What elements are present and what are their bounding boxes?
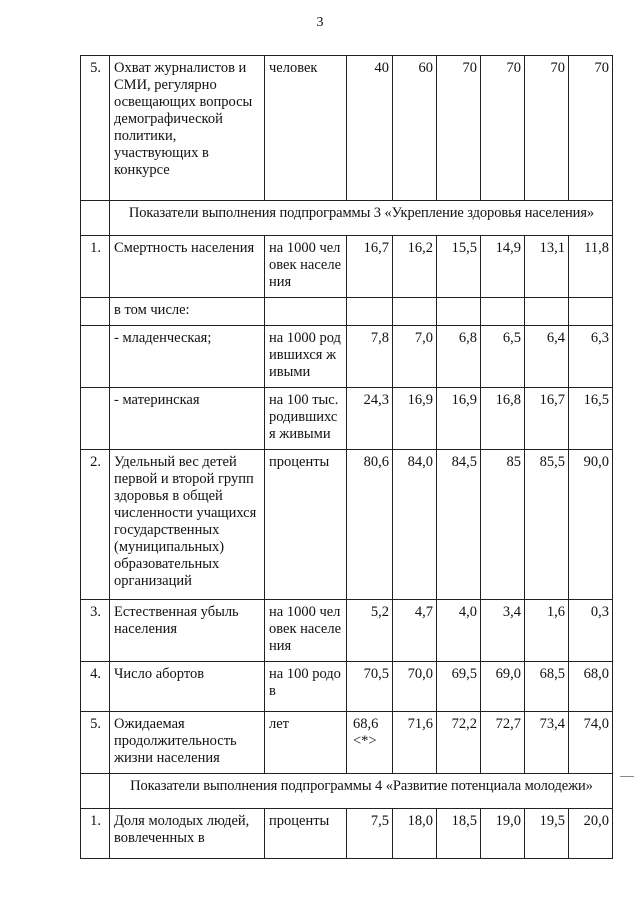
indicator-value: 70,0 bbox=[393, 662, 437, 712]
table-row bbox=[81, 600, 613, 662]
indicator-value: 24,3 bbox=[347, 388, 393, 450]
section-title: Показатели выполнения подпрограммы 4 «Развитие потенциала молодежи» bbox=[110, 774, 613, 809]
indicator-value: 70 bbox=[437, 56, 481, 201]
indicator-value: 11,8 bbox=[569, 236, 613, 298]
indicator-value: 20,0 bbox=[569, 809, 613, 859]
row-number: 1. bbox=[81, 236, 110, 298]
indicator-value: 16,5 bbox=[569, 388, 613, 450]
indicator-value: 70,5 bbox=[347, 662, 393, 712]
indicator-value: 72,2 bbox=[437, 712, 481, 774]
indicator-value: 69,5 bbox=[437, 662, 481, 712]
indicator-value: 74,0 bbox=[569, 712, 613, 774]
indicator-value: 16,7 bbox=[347, 236, 393, 298]
indicator-name: Ожидаемая продолжительность жизни населения bbox=[110, 712, 265, 774]
indicator-value: 1,6 bbox=[525, 600, 569, 662]
indicator-value: 68,0 bbox=[569, 662, 613, 712]
table-row bbox=[81, 236, 613, 298]
indicator-unit: на 100 тыс. родившихся живыми bbox=[265, 388, 347, 450]
indicator-value: 3,4 bbox=[481, 600, 525, 662]
indicator-name: Число абортов bbox=[110, 662, 265, 712]
indicator-value bbox=[347, 298, 393, 326]
indicator-value: 68,6 <*> bbox=[347, 712, 393, 774]
indicator-value: 15,5 bbox=[437, 236, 481, 298]
row-number: 4. bbox=[81, 662, 110, 712]
indicator-value: 16,2 bbox=[393, 236, 437, 298]
table-row bbox=[81, 326, 613, 388]
indicator-value: 68,5 bbox=[525, 662, 569, 712]
row-number: 5. bbox=[81, 712, 110, 774]
indicators-table bbox=[80, 55, 613, 859]
indicators-table-body bbox=[81, 56, 613, 859]
indicator-value: 19,0 bbox=[481, 809, 525, 859]
indicator-name: Естественная убыль населения bbox=[110, 600, 265, 662]
indicator-name: - младенческая; bbox=[110, 326, 265, 388]
indicator-unit: человек bbox=[265, 56, 347, 201]
indicator-name: в том числе: bbox=[110, 298, 265, 326]
indicator-value: 6,8 bbox=[437, 326, 481, 388]
indicator-value: 16,7 bbox=[525, 388, 569, 450]
indicator-value: 16,9 bbox=[437, 388, 481, 450]
table-row bbox=[81, 56, 613, 201]
indicator-value: 84,5 bbox=[437, 450, 481, 600]
indicator-name: Смертность населения bbox=[110, 236, 265, 298]
indicator-value: 85 bbox=[481, 450, 525, 600]
indicator-value: 40 bbox=[347, 56, 393, 201]
table-row bbox=[81, 662, 613, 712]
row-number: 1. bbox=[81, 809, 110, 859]
section-row-num-cell bbox=[81, 201, 110, 236]
indicator-value: 13,1 bbox=[525, 236, 569, 298]
table-row bbox=[81, 388, 613, 450]
indicator-value: 7,5 bbox=[347, 809, 393, 859]
indicator-unit bbox=[265, 298, 347, 326]
indicator-value: 60 bbox=[393, 56, 437, 201]
indicator-name: Доля молодых людей, вовлеченных в bbox=[110, 809, 265, 859]
indicator-value: 4,7 bbox=[393, 600, 437, 662]
row-number bbox=[81, 298, 110, 326]
indicator-value: 85,5 bbox=[525, 450, 569, 600]
indicator-unit: на 1000 родившихся живыми bbox=[265, 326, 347, 388]
indicator-value bbox=[437, 298, 481, 326]
table-row bbox=[81, 450, 613, 600]
indicator-unit: проценты bbox=[265, 450, 347, 600]
indicator-value: 4,0 bbox=[437, 600, 481, 662]
indicator-value: 70 bbox=[525, 56, 569, 201]
row-number bbox=[81, 388, 110, 450]
indicator-unit: лет bbox=[265, 712, 347, 774]
indicator-value: 18,0 bbox=[393, 809, 437, 859]
indicator-value bbox=[569, 298, 613, 326]
indicator-value: 18,5 bbox=[437, 809, 481, 859]
indicator-value: 0,3 bbox=[569, 600, 613, 662]
indicator-value: 6,4 bbox=[525, 326, 569, 388]
indicator-value: 80,6 bbox=[347, 450, 393, 600]
indicator-value: 70 bbox=[481, 56, 525, 201]
indicator-value bbox=[481, 298, 525, 326]
table-row bbox=[81, 298, 613, 326]
indicator-name: - материнская bbox=[110, 388, 265, 450]
indicator-value: 73,4 bbox=[525, 712, 569, 774]
indicator-value: 16,8 bbox=[481, 388, 525, 450]
row-number: 5. bbox=[81, 56, 110, 201]
page-number: 3 bbox=[316, 15, 324, 30]
indicator-value bbox=[525, 298, 569, 326]
indicator-unit: на 100 родов bbox=[265, 662, 347, 712]
indicator-value: 70 bbox=[569, 56, 613, 201]
table-row bbox=[81, 809, 613, 859]
indicator-value: 71,6 bbox=[393, 712, 437, 774]
indicator-unit: на 1000 человек населения bbox=[265, 236, 347, 298]
indicator-value bbox=[393, 298, 437, 326]
section-row-num-cell bbox=[81, 774, 110, 809]
indicator-value: 7,8 bbox=[347, 326, 393, 388]
row-number: 2. bbox=[81, 450, 110, 600]
indicator-unit: проценты bbox=[265, 809, 347, 859]
indicator-value: 6,5 bbox=[481, 326, 525, 388]
indicator-value: 72,7 bbox=[481, 712, 525, 774]
indicator-value: 19,5 bbox=[525, 809, 569, 859]
row-number bbox=[81, 326, 110, 388]
row-number: 3. bbox=[81, 600, 110, 662]
indicator-name: Охват журналистов и СМИ, регулярно освещающих вопросы демографической политики, участвующих в конкурсе bbox=[110, 56, 265, 201]
indicator-value: 90,0 bbox=[569, 450, 613, 600]
indicator-value: 5,2 bbox=[347, 600, 393, 662]
indicator-value: 6,3 bbox=[569, 326, 613, 388]
indicator-value: 69,0 bbox=[481, 662, 525, 712]
section-header-row bbox=[81, 774, 613, 809]
indicator-value: 14,9 bbox=[481, 236, 525, 298]
indicator-value: 7,0 bbox=[393, 326, 437, 388]
section-title: Показатели выполнения подпрограммы 3 «Укрепление здоровья населения» bbox=[110, 201, 613, 236]
indicator-unit: на 1000 человек населения bbox=[265, 600, 347, 662]
table-row bbox=[81, 712, 613, 774]
indicator-value: 84,0 bbox=[393, 450, 437, 600]
indicator-value: 16,9 bbox=[393, 388, 437, 450]
margin-dash bbox=[620, 776, 634, 777]
indicator-name: Удельный вес детей первой и второй групп здоровья в общей численности учащихся государственных (муниципальных) образовательных организаций bbox=[110, 450, 265, 600]
section-header-row bbox=[81, 201, 613, 236]
